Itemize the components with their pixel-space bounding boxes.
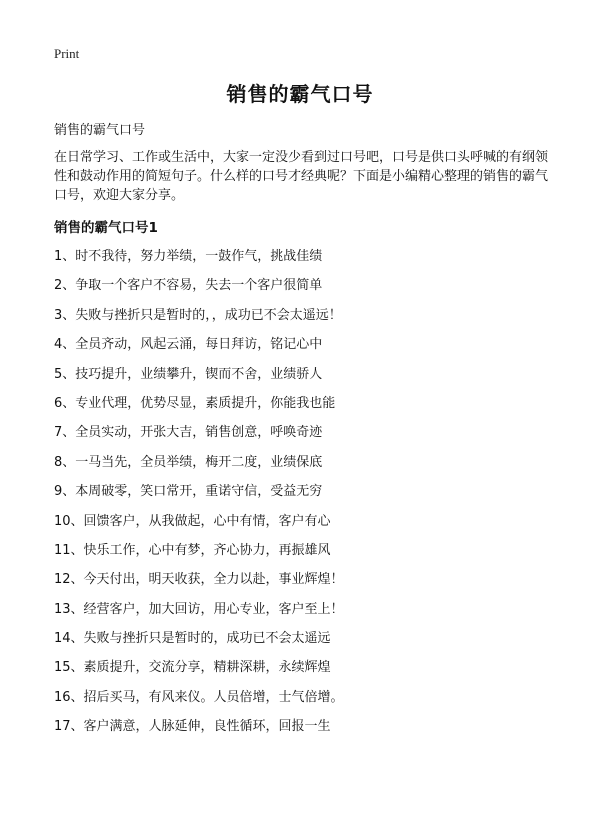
slogan-item: 7、全员实动，开张大吉，销售创意，呼唤奇迹 [54,425,323,441]
slogan-item: 16、招后买马，有风来仪。人员倍增，士气倍增。 [54,689,344,705]
slogan-item: 12、今天付出，明天收获，全力以赴，事业辉煌！ [54,572,344,588]
slogan-item: 4、全员齐动，风起云涌，每日拜访，铭记心中 [54,337,323,353]
slogan-item: 6、专业代理，优势尽显，素质提升，你能我也能 [54,395,336,411]
slogan-item: 13、经营客户，加大回访，用心专业，客户至上！ [54,601,344,617]
slogan-item: 3、失败与挫折只是暂时的，，成功已不会太遥远！ [54,307,342,323]
slogan-item: 1、时不我待，努力举绩，一鼓作气，挑战佳绩 [54,249,323,264]
slogan-item: 17、客户满意，人脉延伸，良性循环，回报一生 [54,719,331,735]
slogan-item: 9、本周破零，笑口常开，重诺守信，受益无穷 [54,484,323,500]
slogan-list [54,249,344,749]
slogan-item: 2、争取一个客户不容易，失去一个客户很简单 [54,278,323,294]
print-link[interactable]: Print [54,46,80,61]
intro-paragraph: 在日常学习、工作或生活中，大家一定没少看到过口号吧，口号是供口头呼喊的有纲领性和鼓动作用的简短句子。什么样的口号才经典呢？下面是小编精心整理的销售的霸气口号，欢迎大家分享。 [54,150,549,203]
slogan-item: 11、快乐工作，心中有梦，齐心协力，再振雄风 [54,542,331,558]
page-title: 销售的霸气口号 [226,82,374,106]
subtitle: 销售的霸气口号 [54,123,146,138]
slogan-item: 5、技巧提升，业绩攀升，锲而不舍，业绩骄人 [54,366,323,382]
slogan-item: 14、失败与挫折只是暂时的，成功已不会太遥远 [54,631,331,647]
slogan-item: 8、一马当先，全员举绩，梅开二度，业绩保底 [54,454,323,470]
slogan-item: 15、素质提升，交流分享，精耕深耕，永续辉煌 [54,660,331,676]
slogan-item: 10、回馈客户，从我做起，心中有情，客户有心 [54,513,331,529]
section-heading: 销售的霸气口号1 [54,220,158,236]
